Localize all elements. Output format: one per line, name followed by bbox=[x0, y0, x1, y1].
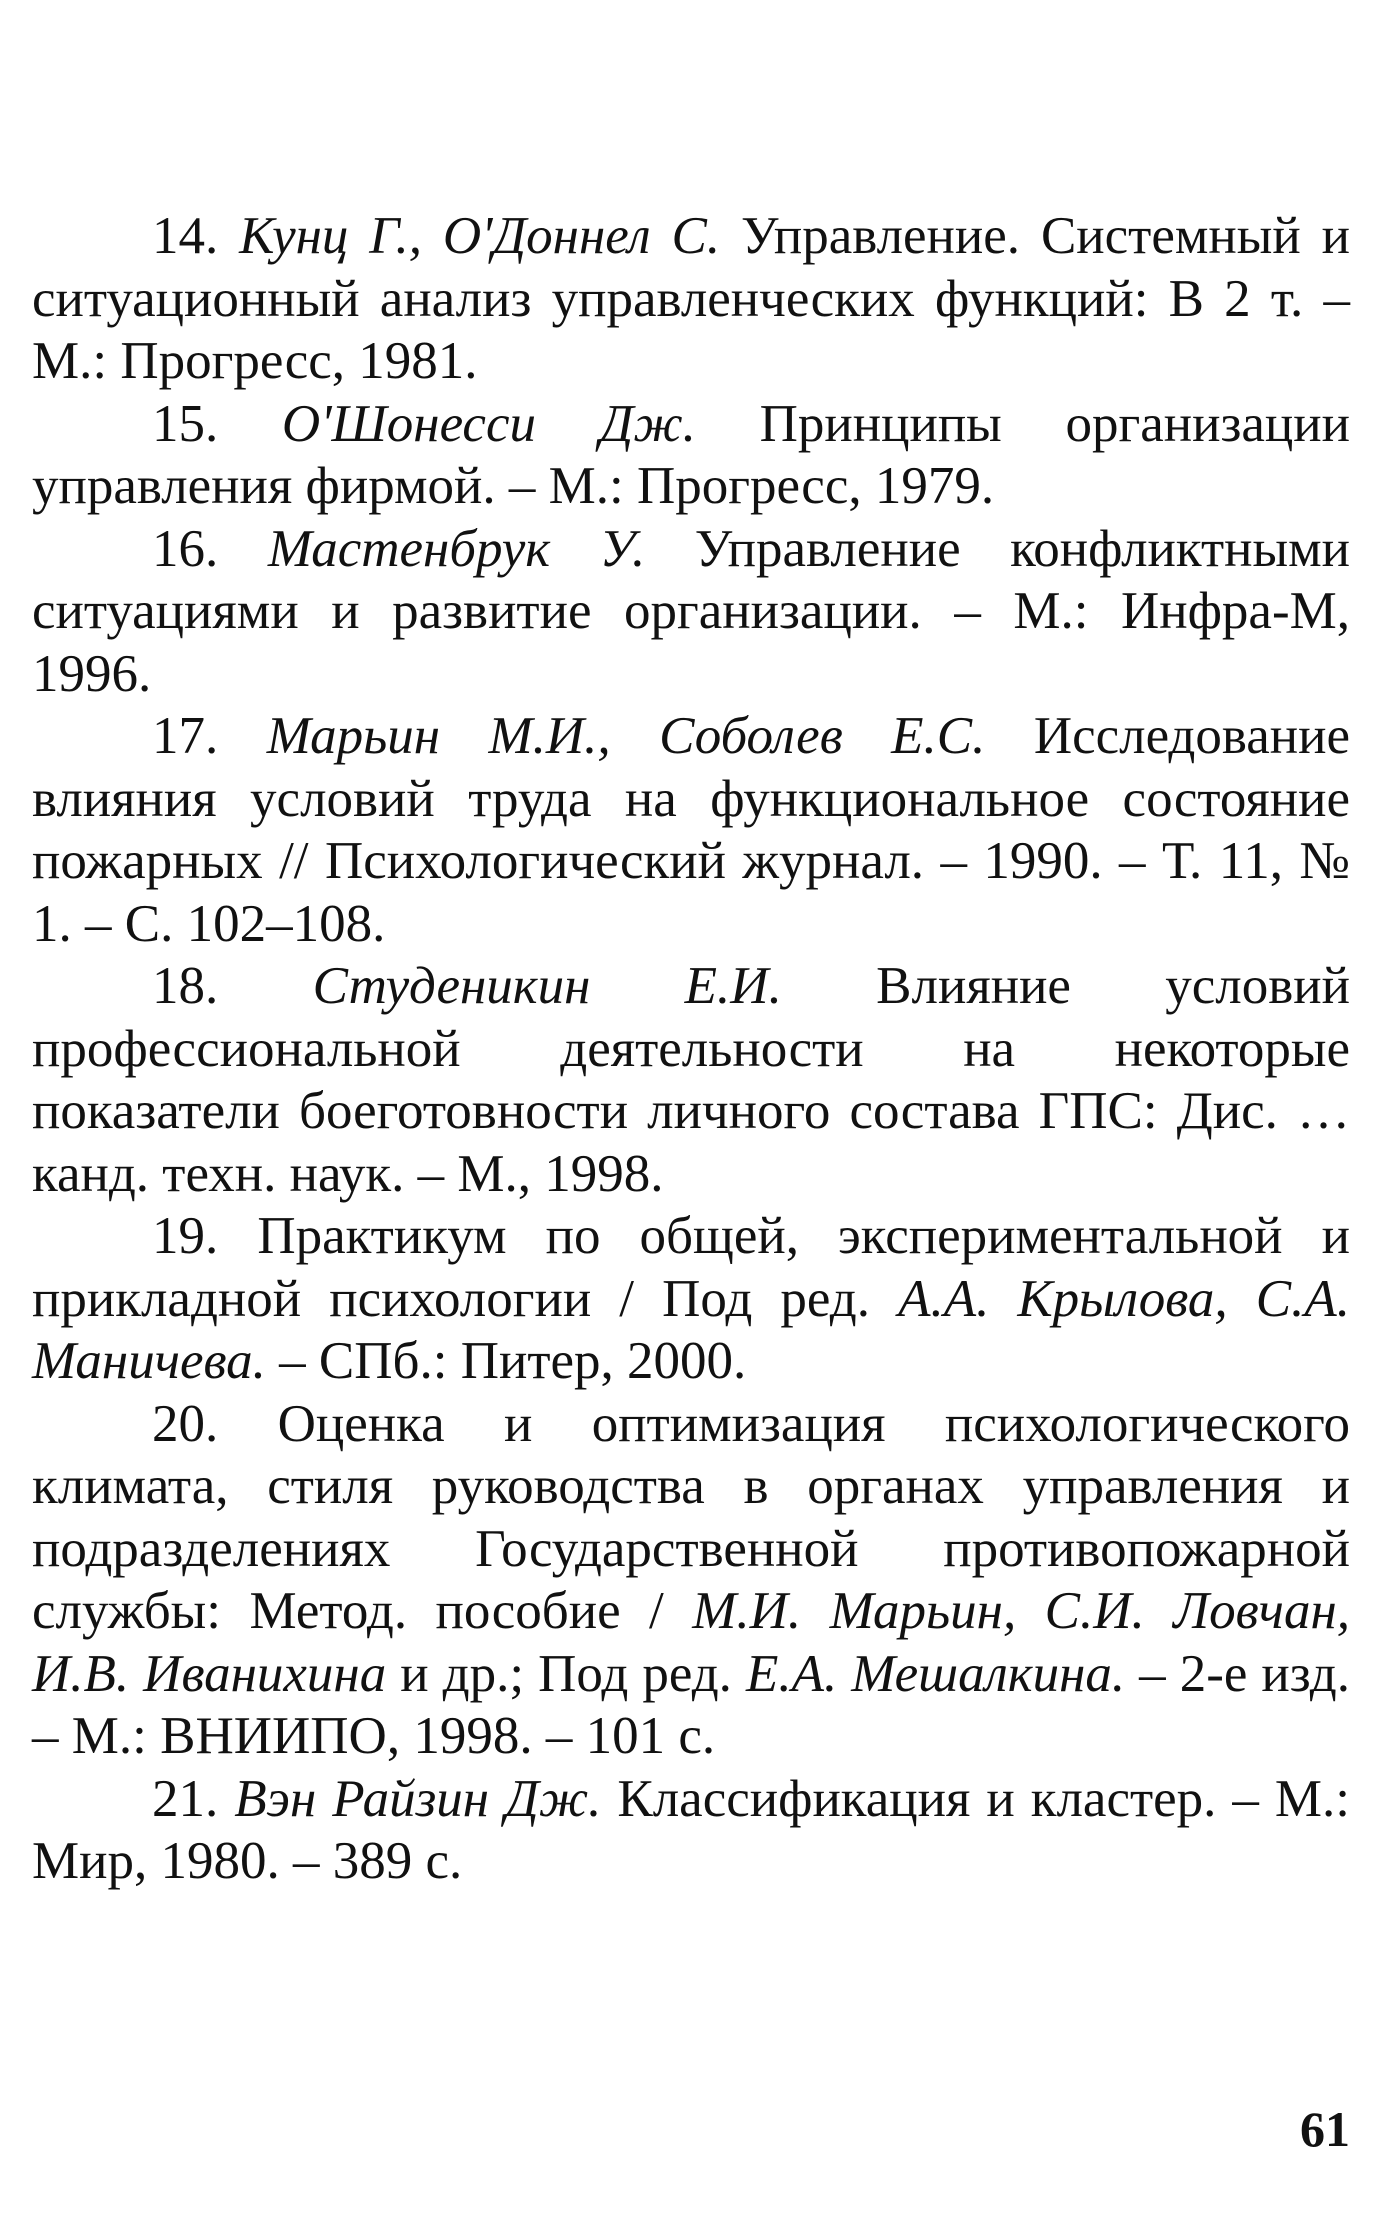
reference-authors: Вэн Райзин Дж. bbox=[234, 1769, 602, 1828]
reference-authors: М.И. Марьин, С.И. Ловчан, И.В. Иванихина bbox=[32, 1582, 1350, 1703]
reference-editors: А.А. Крылова, С.А. Маничева. bbox=[32, 1269, 1350, 1390]
reference-authors: Марьин М.И., Соболев Е.С. bbox=[266, 707, 986, 765]
reference-text: – 2-е изд. – М.: ВНИИПО, 1998. – 101 с. bbox=[32, 1644, 1350, 1765]
reference-text: Принципы организации управления фирмой. – М.: Прогресс, 1979. bbox=[32, 394, 1350, 515]
reference-authors: Кунц Г., О'Доннел С. bbox=[239, 207, 721, 265]
reference-text: Управление. Системный и ситуационный анализ управленческих функций: В 2 т. – М.: Прогресс, 1981. bbox=[32, 207, 1351, 390]
reference-authors: Студеникин Е.И. bbox=[312, 957, 782, 1015]
reference-text: Классификация и кластер. – М.: Мир, 1980. – 389 с. bbox=[32, 1769, 1350, 1890]
reference-number: 21. bbox=[152, 1769, 219, 1828]
page-number: 61 bbox=[1300, 2101, 1350, 2157]
reference-entry-20 bbox=[32, 1393, 1350, 1768]
reference-number: 17. bbox=[152, 707, 219, 765]
reference-entry-14 bbox=[32, 205, 1350, 393]
reference-number: 16. bbox=[152, 519, 219, 578]
reference-number: 14. bbox=[152, 207, 219, 265]
reference-text: Управление конфликтными ситуациями и развитие организации. – М.: Инфра-М, 1996. bbox=[32, 519, 1350, 703]
reference-number: 19. bbox=[152, 1207, 219, 1265]
reference-number: 15. bbox=[152, 394, 219, 453]
reference-authors: О'Шонесси Дж. bbox=[281, 394, 696, 453]
reference-text: Оценка и оптимизация психологического климата, стиля руководства в органах управления и подразделениях Государственной противопожарной службы: Метод. пособие / bbox=[32, 1394, 1350, 1640]
reference-text: Практикум по общей, экспериментальной и прикладной психологии / Под ред. bbox=[32, 1207, 1350, 1328]
reference-entry-18 bbox=[32, 955, 1350, 1205]
reference-entry-15 bbox=[32, 393, 1350, 518]
reference-number: 20. bbox=[152, 1394, 219, 1453]
reference-text: Влияние условий профессиональной деятельности на некоторые показатели боеготовности личного состава ГПС: Дис. … канд. техн. наук. – М., 1998. bbox=[32, 957, 1351, 1203]
reference-list bbox=[32, 205, 1350, 1893]
reference-authors: Мастенбрук У. bbox=[267, 519, 646, 578]
reference-text: и др.; Под ред. bbox=[386, 1644, 746, 1703]
reference-number: 18. bbox=[152, 957, 219, 1015]
reference-text: Исследование влияния условий труда на функциональное состояние пожарных // Психологический журнал. – 1990. – Т. 11, № 1. – С. 102–108. bbox=[32, 707, 1350, 953]
reference-entry-16 bbox=[32, 518, 1350, 706]
reference-entry-19 bbox=[32, 1205, 1350, 1393]
reference-text: – СПб.: Питер, 2000. bbox=[265, 1332, 747, 1390]
reference-entry-21 bbox=[32, 1768, 1350, 1893]
reference-editors: Е.А. Мешалкина. bbox=[745, 1644, 1126, 1703]
reference-entry-17 bbox=[32, 705, 1350, 955]
